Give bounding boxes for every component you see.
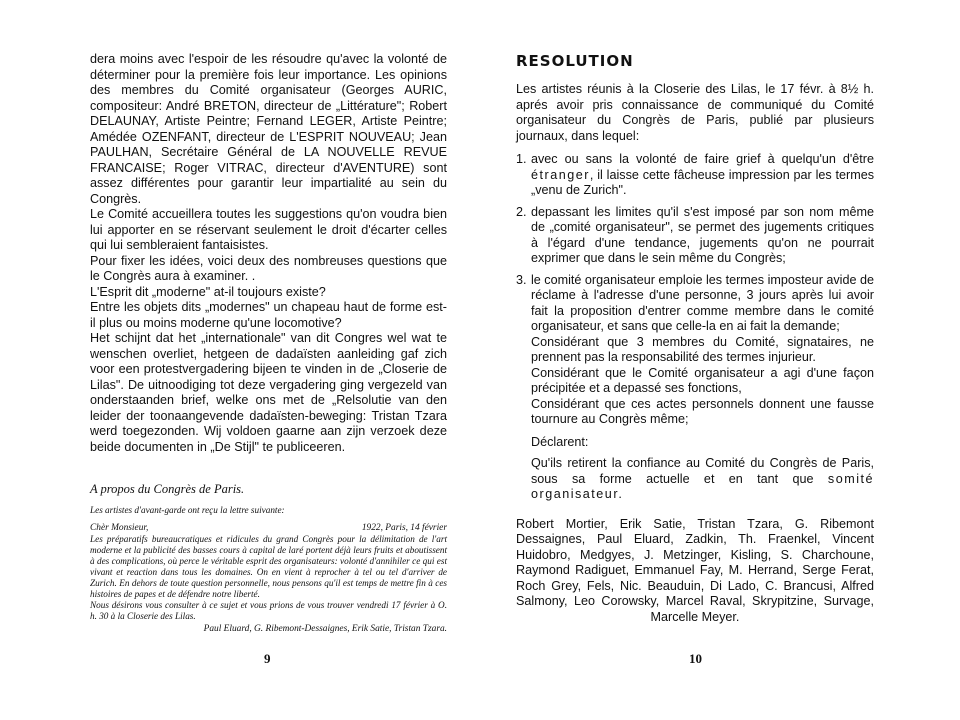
item-1-text-b: , il laisse cette fâcheuse impression par les termes „venu de Zurich". xyxy=(531,167,874,197)
item-1-text-a: avec ou sans la volonté de faire grief à quelqu'un d'être xyxy=(531,152,874,166)
left-paragraph-2: Le Comité accueillera toutes les suggestions qu'on voudra bien lui apporter en se réservant seulement le droit d'écarter celles qui lui sembleraient fantaisistes. xyxy=(90,207,447,252)
letter-salutation: Chèr Monsieur, xyxy=(90,523,149,533)
page-number-right: 10 xyxy=(689,651,702,666)
resolution-conclusion xyxy=(516,456,874,503)
letter-date: 1922, Paris, 14 février xyxy=(361,523,447,533)
resolution-item-2 xyxy=(516,205,874,267)
page-number-left: 9 xyxy=(264,651,271,666)
declarent-label: Déclarent: xyxy=(531,434,589,449)
conclusion-spaced: somité organisateur. xyxy=(531,471,874,501)
left-paragraph-1: dera moins avec l'espoir de les résoudre qu'avec la volonté de déterminer pour la première fois leur importance. Les opinions des membres du Comité organisateur (Georges AURIC, compositeur: André BRETON, directeur de „Littérature"; Robert DELAUNAY, Artiste Peintre; Fernand LEGER, Artiste Peintre; Amédée OZENFANT, directeur de L'ESPRIT NOUVEAU; Jean PAULHAN, Secrétaire Général de LA NOUVELLE REVUE FRANCAISE; Roger VITRAC, directeur d'AVENTURE) sont assez différentes pour garantir leur impartialité au sein du Congrès. xyxy=(90,52,447,206)
item-2-text: depassant les limites qu'il s'est imposé par son nom même de „comité organisateur", se permet des jugements critiques à l'égard d'une tendance, jugements qu'on ne pourrait exprimer que dans le sein même du Congrès; xyxy=(531,204,874,265)
item-1-spaced: étranger xyxy=(531,167,590,182)
letter-body-2: Nous désirons vous consulter à ce sujet et vous prions de vous trouver vendredi 17 février à O. h. 30 à la Closerie des Lilas. xyxy=(90,600,447,621)
left-page xyxy=(90,52,447,635)
item-3-text: le comité organisateur emploie les termes imposteur avide de réclame à l'adresse d'une personne, 3 jours après lui avoir fait la proposition d'entrer comme membre dans le comité organisateur, et sans que celle-la en ai fait la demande; xyxy=(531,272,874,333)
letter-intro: Les artistes d'avant-garde ont reçu la lettre suivante: xyxy=(90,505,285,515)
letter-block xyxy=(90,482,447,635)
considerant-1: Considérant que 3 membres du Comité, signataires, ne prennent pas la responsabilité des termes injurieur. xyxy=(531,334,874,364)
item-1-number: 1. xyxy=(516,152,527,166)
resolution-intro: Les artistes réunis à la Closerie des Lilas, le 17 févr. à 8½ h. aprés avoir pris connaissance de communiqué du Comité organisateur du Congrès de Paris, publié par plusieurs journaux, dans lequel: xyxy=(516,82,874,143)
signatories-list: Robert Mortier, Erik Satie, Tristan Tzara, G. Ribemont Dessaignes, Paul Eluard, Zadkin, Th. Fraenkel, Vincent Huidobro, Medgyes, J. Metzinger, Kisling, S. Charchoune, Raymond Radiguet, Emmanuel Fay, M. Herrand, Serge Ferat, Roch Grey, Fels, Nic. Beauduin, Di Lado, C. Brancusi, Alfred Salmony, Leo Corowsky, Marcel Raval, Skrypitzine, Survage, Marcelle Meyer. xyxy=(516,516,874,624)
considerant-3: Considérant que ces actes personnels donnent une fausse tournure au Congrès même; xyxy=(531,396,874,426)
left-paragraph-4: L'Esprit dit „moderne" at-il toujours existe? xyxy=(90,284,326,299)
resolution-heading: RESOLUTION xyxy=(516,52,634,70)
conclusion-text: Qu'ils retirent la confiance au Comité du Congrès de Paris, sous sa forme actuelle et en tant que xyxy=(531,456,874,486)
left-paragraph-5: Entre les objets dits „modernes" un chapeau haut de forme est-il plus ou moins moderne qu'une locomotive? xyxy=(90,300,447,330)
considerant-2: Considérant que le Comité organisateur a agi d'une façon précipitée et a depassé ses fonctions, xyxy=(531,365,874,395)
left-paragraph-6: Het schijnt dat het „internationale" van dit Congres wel wat te wenschen overliet, hetgeen de dadaïsten aanleiding gaf zich voor een protestvergadering bijeen te vinden in de „Closerie de Lilas". De uitnoodiging tot deze vergadering ging vergezeld van onderstaanden brief, welke ons met de „Relsolutie van den leider der toonaangevende dadaïsten-beweging: Tristan Tzara werd toegezonden. Wij voldoen gaarne aan zijn verzoek deze beide documenten in „De Stijl" te publiceeren. xyxy=(90,331,447,454)
letter-signatures: Paul Eluard, G. Ribemont-Dessaignes, Erik Satie, Tristan Tzara. xyxy=(203,624,447,634)
letter-title: A propos du Congrès de Paris. xyxy=(90,482,245,496)
resolution-item-1 xyxy=(516,152,874,199)
right-page xyxy=(516,52,874,625)
resolution-item-3 xyxy=(516,273,874,335)
letter-body-1: Les préparatifs bureaucratiques et ridicules du grand Congrès pour la délimitation de l'art moderne et la publicité des basses cours à capital de laré portent déjà leurs fruits et aboutissent à des complications, où perce le véritable esprit des organisateurs: volonté d'annihiler ce qui est vivant et reaction dans tous les domaines. On en vient à reprocher à tel ou tel d'arriver de Zurich. En dehors de toute question personnelle, nous pensons qu'il est temps de mettre fin à ces histoires de papes et de défendre notre liberté. xyxy=(90,534,447,599)
letter-header-row xyxy=(90,523,447,534)
left-paragraph-3: Pour fixer les idées, voici deux des nombreuses questions que le Congrès aura à examiner. . xyxy=(90,253,447,283)
item-3-number: 3. xyxy=(516,272,527,287)
item-1-text xyxy=(531,152,874,199)
item-2-number: 2. xyxy=(516,204,527,219)
